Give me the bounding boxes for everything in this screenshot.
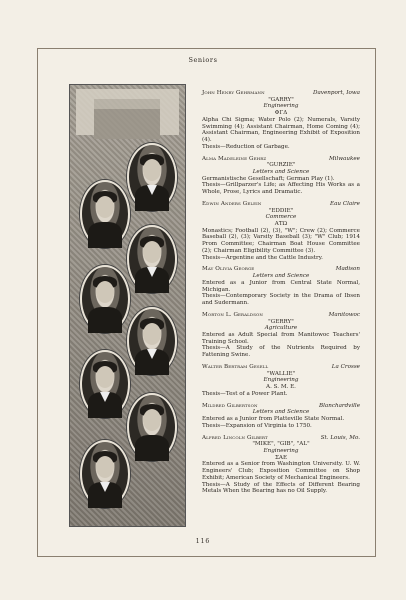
student-name: Edwin Anders Gelein (202, 200, 262, 207)
page-header: Seniors (188, 56, 218, 64)
student-name: Mildred Gilbertson (202, 402, 258, 409)
hometown: Manitowoc (328, 311, 360, 318)
course: Engineering (263, 448, 299, 455)
senior-entry (202, 201, 360, 261)
hometown: Davenport, Iowa (312, 90, 360, 96)
senior-entry (202, 364, 360, 398)
entries-column (202, 90, 360, 500)
course: Engineering (263, 377, 299, 384)
hometown: La Crosse (331, 363, 360, 370)
senior-entry (202, 156, 360, 196)
course: Agriculture (264, 325, 298, 332)
senior-entry (202, 435, 360, 495)
senior-entry (202, 312, 360, 359)
thesis: Thesis—Expansion of Virginia to 1750. (202, 422, 312, 429)
thesis: Thesis—Reduction of Garbage. (202, 143, 290, 150)
course: Letters and Science (252, 409, 310, 416)
hometown: Milwaukee (328, 155, 360, 162)
activities: Monastics; Football (2), (3), "W"; Crew (2); Commerce Baseball (2), (3); Varsity Baseball (3); "W" Club; 1914 Prom Committee; Chairman Boat House Committee (2); Chairman Eligibility Committee (3). (202, 227, 360, 254)
fraternity: ΣΑΕ (274, 454, 288, 461)
portrait-photo (80, 440, 130, 508)
course: Commerce (265, 214, 297, 221)
fraternity: ΦΓΔ (274, 110, 288, 117)
fraternity: A. S. M. E. (266, 384, 296, 391)
course: Letters and Science (252, 273, 310, 280)
hometown: Blanchardville (319, 402, 360, 409)
student-name: May Olivia George (202, 266, 255, 273)
panel-building-illustration (76, 89, 179, 135)
portrait-photo (127, 225, 177, 293)
student-name: Walter Bertram Gesell (202, 363, 269, 370)
activities: Entered as a Senior from Washington University. U. W. Engineers' Club; Exposition Committee on Shop Exhibit; American Society of Mechanical Engineers. (202, 461, 360, 481)
nickname: "MIKE", "GIB", "AL" (252, 441, 310, 448)
senior-entry (202, 90, 360, 150)
activities: Entered as Adult Special from Manitowoc Teachers' Training School. (202, 331, 360, 345)
page-number: 116 (195, 538, 211, 545)
senior-entry (202, 403, 360, 430)
course: Letters and Science (252, 168, 310, 175)
portrait-photo (80, 350, 130, 418)
student-name: Morton L. Geraldson (202, 311, 264, 318)
thesis: Thesis—A Study of the Nutrients Required by Fattening Swine. (202, 345, 360, 359)
portrait-photo (127, 143, 177, 211)
course: Engineering (263, 103, 299, 110)
portrait-photo (80, 265, 130, 333)
portrait-photo (127, 393, 177, 461)
student-name: Alma Madeleine Gehrz (202, 155, 267, 162)
nickname: "GURZIE" (266, 162, 296, 169)
senior-entry (202, 266, 360, 306)
fraternity: ΑΤΩ (274, 221, 288, 228)
thesis: Thesis—Argentine and the Cattle Industry. (202, 254, 323, 261)
nickname: "WALLIE" (266, 370, 296, 377)
thesis: Thesis—Grillparzer's Life; as Affecting His Works as a Whole, Prose, Lyrics and Dramatic. (202, 182, 360, 196)
student-name: Alfred Lincoln Gilbert (202, 434, 268, 441)
hometown: Eau Claire (330, 200, 360, 207)
student-name: John Henry Gehrmann (202, 90, 265, 96)
thesis: Thesis—A Study of the Effects of Different Bearing Metals When the Bearing has no Oil Supply. (202, 481, 360, 495)
portrait-panel (69, 84, 186, 527)
activities: Entered as a Junior from Central State Normal, Michigan. (202, 279, 360, 293)
portrait-photo (127, 307, 177, 375)
thesis: Thesis—Contemporary Society in the Drama of Ibsen and Sudermann. (202, 293, 360, 306)
activities: Germanistische Gesellschaft; German Play (1). (202, 175, 335, 182)
portrait-photo (80, 180, 130, 248)
nickname: "GERRY" (268, 318, 294, 325)
hometown: St. Louis, Mo. (320, 434, 360, 441)
nickname: "GARRY" (268, 96, 294, 103)
activities: Alpha Chi Sigma; Water Polo (2); Numerals, Varsity Swimming (4); Assistant Chairman, Home Coming (4); Assistant Chairman, Engineering Exhibit of Exposition (4). (202, 116, 360, 143)
activities: Entered as a Junior from Platteville State Normal. (202, 416, 345, 423)
thesis: Thesis—Test of a Power Plant. (202, 390, 288, 397)
building-image (94, 99, 160, 139)
nickname: "EDDIE" (268, 207, 294, 214)
hometown: Madison (335, 266, 360, 273)
